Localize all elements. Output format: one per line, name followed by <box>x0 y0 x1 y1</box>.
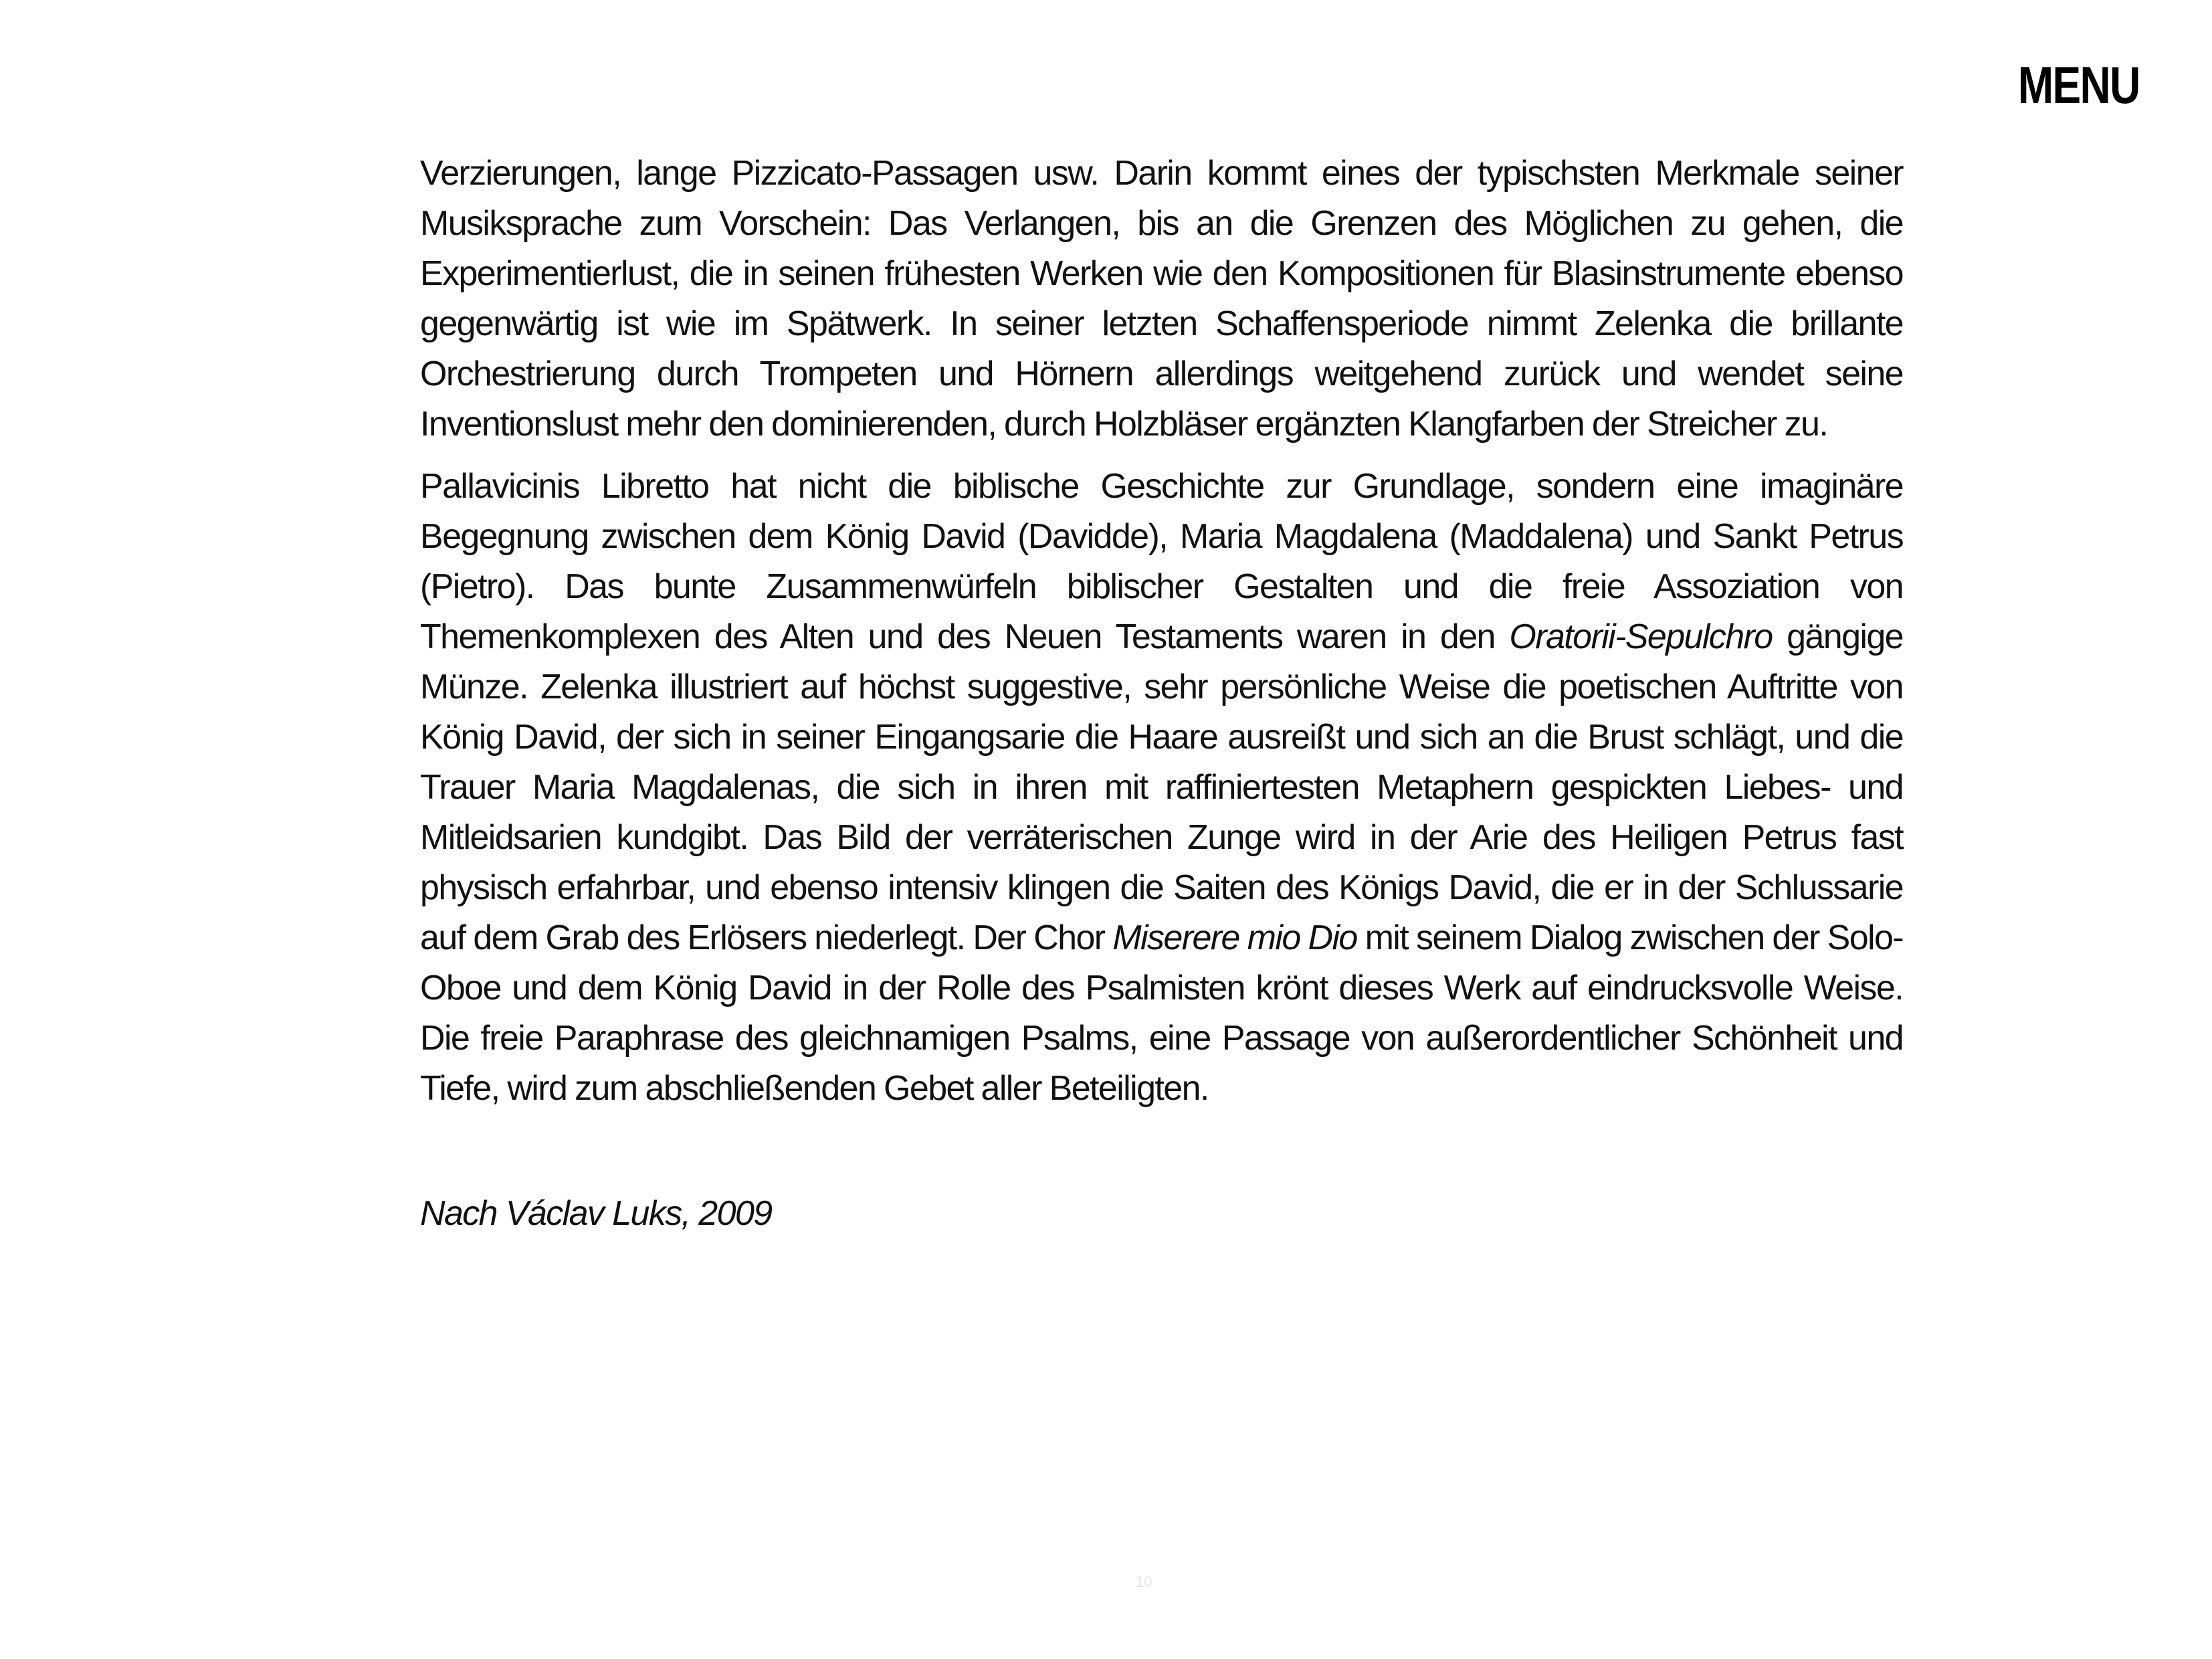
page-number: 10 <box>1135 1573 1152 1590</box>
work-title-oratorii-sepulchro: Oratorii-Sepulchro <box>1509 617 1773 656</box>
menu-button[interactable]: MENU <box>2018 56 2140 114</box>
paragraph-1: Verzierungen, lange Pizzicato-Passagen usw. Darin kommt eines der typischsten Merkmale seiner Musiksprache zum Vorschein: Das Verlangen, bis an die Grenzen des Möglichen zu gehen, die Experimentierlust, die in seinen frühesten Werken wie den Kompositionen für Blasinstrumente ebenso gegenwärtig ist wie im Spätwerk. In seiner letzten Schaffensperiode nimmt Zelenka die brillante Orchestrierung durch Trompeten und Hörnern allerdings weitgehend zurück und wendet seine Inventionslust mehr den dominierenden, durch Holzbläser ergänzten Klangfarben der Streicher zu. <box>420 154 1903 444</box>
paragraph-2-text-3: mit seinem Dialog zwischen der Solo-Oboe und dem König David in der Rolle des Psalmisten krönt dieses Werk auf eindrucksvolle Weise. Die freie Paraphrase des gleichnamigen Psalms, eine Passage von außerordentlicher Schönheit und Tiefe, wird zum abschließenden Gebet aller Beteiligten. <box>420 918 1904 1108</box>
paragraph-2-text-2: gängige Münze. Zelenka illustriert auf höchst suggestive, sehr persönliche Weise die poetischen Auftritte von König David, der sich in seiner Eingangsarie die Haare ausreißt und sich an die Brust schlägt, und die Trauer Maria Magdalenas, die sich in ihren mit raffiniertesten Metaphern gespickten Liebes- und Mitleidsarien kundgibt. Das Bild der verräterischen Zunge wird in der Arie des Heiligen Petrus fast physisch erfahrbar, und ebenso intensiv klingen die Saiten des Königs David, die er in der Schlussarie auf dem Grab des Erlösers niederlegt. Der Chor <box>420 617 1903 957</box>
attribution: Nach Václav Luks, 2009 <box>420 1194 772 1233</box>
article-body <box>420 149 1903 1239</box>
work-title-miserere-mio-dio: Miserere mio Dio <box>1112 918 1357 957</box>
paragraph-2-text-1: Pallavicinis Libretto hat nicht die biblische Geschichte zur Grundlage, sondern eine imaginäre Begegnung zwischen dem König David (Davidde), Maria Magdalena (Maddalena) und Sankt Petrus (Pietro). Das bunte Zusammenwürfeln biblischer Gestalten und die freie Assoziation von Themenkomplexen des Alten und des Neuen Testaments waren in den <box>420 467 1903 656</box>
paragraph-2 <box>420 462 1903 1114</box>
